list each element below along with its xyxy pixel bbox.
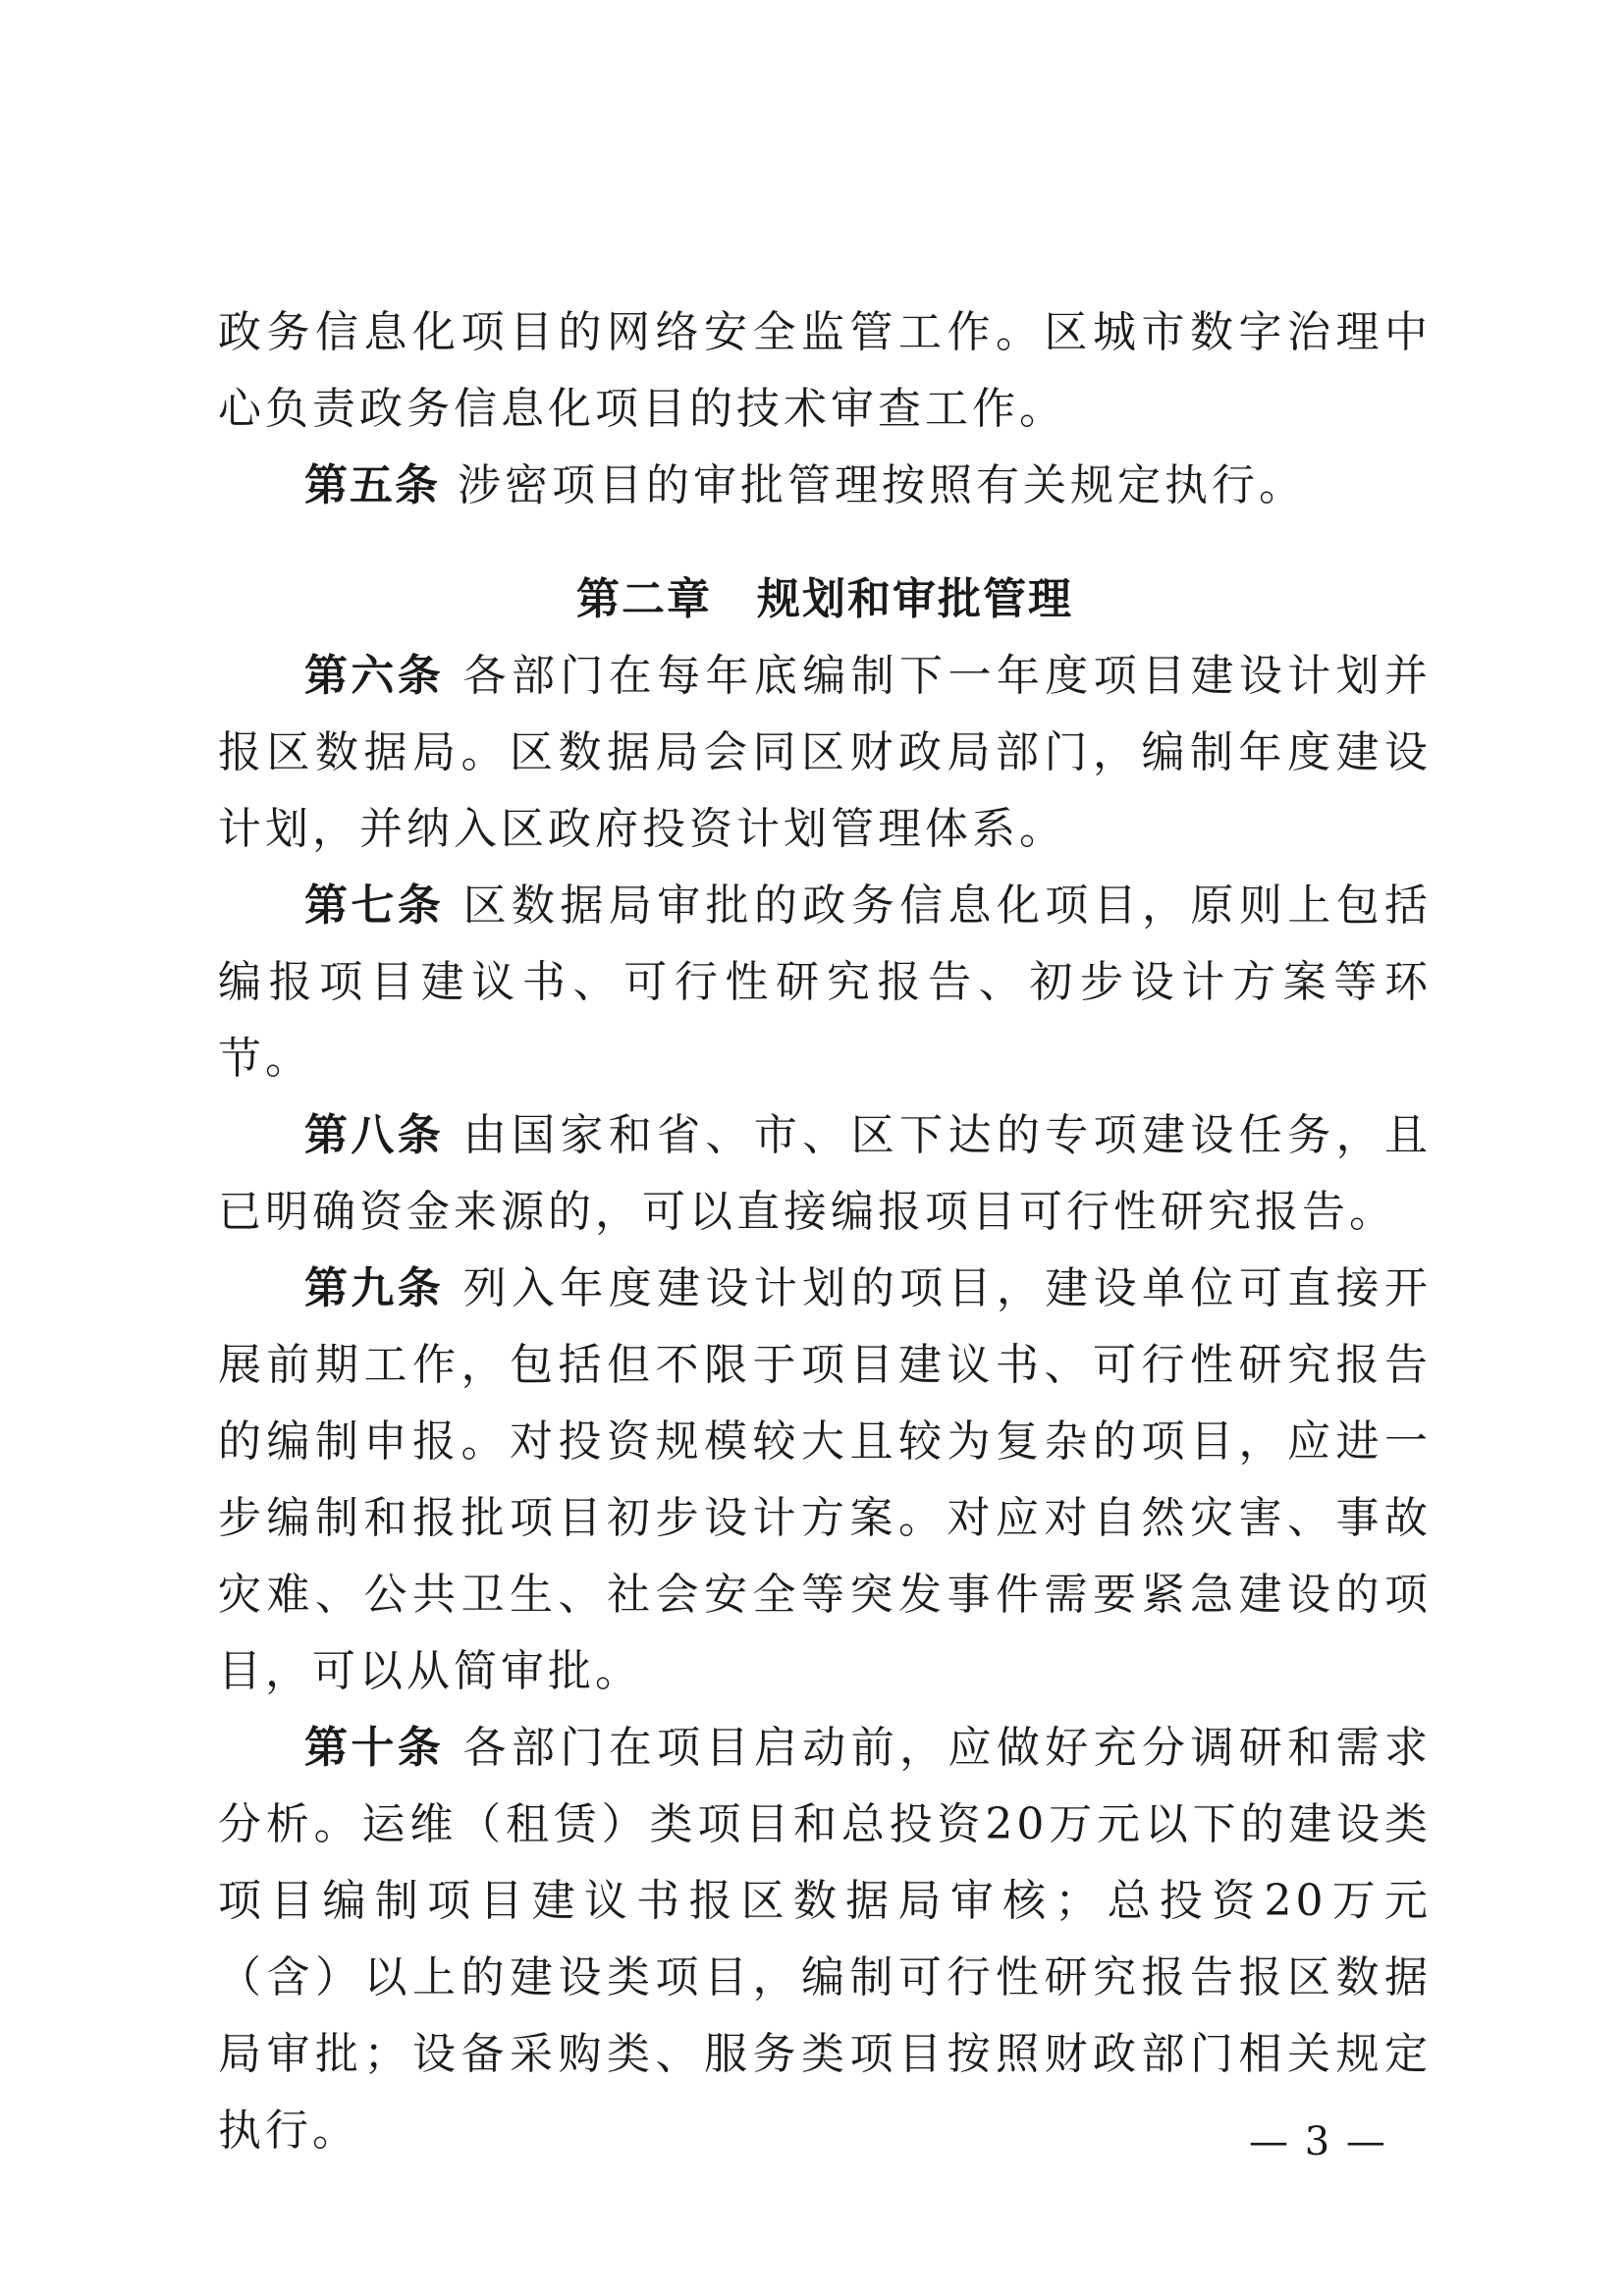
page-number: — 3 — <box>1249 2119 1387 2164</box>
article-5 <box>218 448 1432 524</box>
article-text: 区数据局审批的政务信息化项目，原则上包括编报项目建议书、可行性研究报告、初步设计方案等环节。 <box>218 881 1432 1084</box>
article-text: 各部门在项目启动前，应做好充分调研和需求分析。运维（租赁）类项目和总投资20万元以下的建设类项目编制项目建议书报区数据局审核；总投资20万元（含）以上的建设类项目，编制可行性研究报告报区数据局审批；设备采购类、服务类项目按照财政部门相关规定执行。 <box>218 1723 1432 2156</box>
article-9 <box>218 1251 1432 1710</box>
article-7 <box>218 868 1432 1097</box>
article-text: 由国家和省、市、区下达的专项建设任务，且已明确资金来源的，可以直接编报项目可行性研究报告。 <box>218 1110 1432 1237</box>
document-body <box>218 294 1432 2169</box>
chapter-number: 第二章 <box>576 574 712 624</box>
article-6 <box>218 638 1432 868</box>
article-label: 第十条 <box>304 1723 445 1773</box>
article-label: 第八条 <box>304 1110 445 1160</box>
chapter-title: 规划和审批管理 <box>757 574 1073 624</box>
article-text: 列入年度建设计划的项目，建设单位可直接开展前期工作，包括但不限于项目建议书、可行性研究报告的编制申报。对投资规模较大且较为复杂的项目，应进一步编制和报批项目初步设计方案。对应对自然灾害、事故灾难、公共卫生、社会安全等突发事件需要紧急建设的项目，可以从简审批。 <box>218 1263 1432 1696</box>
article-label: 第七条 <box>304 881 445 931</box>
article-8 <box>218 1097 1432 1251</box>
article-text: 各部门在每年底编制下一年度项目建设计划并报区数据局。区数据局会同区财政局部门，编制年度建设计划，并纳入区政府投资计划管理体系。 <box>218 651 1432 854</box>
article-label: 第五条 <box>304 460 440 510</box>
chapter-heading <box>218 561 1432 638</box>
article-label: 第九条 <box>304 1263 445 1313</box>
article-text: 涉密项目的审批管理按照有关规定执行。 <box>440 460 1306 510</box>
article-10 <box>218 1710 1432 2169</box>
article-label: 第六条 <box>304 651 445 701</box>
paragraph-continued: 政务信息化项目的网络安全监管工作。区城市数字治理中心负责政务信息化项目的技术审查工作。 <box>218 307 1432 434</box>
